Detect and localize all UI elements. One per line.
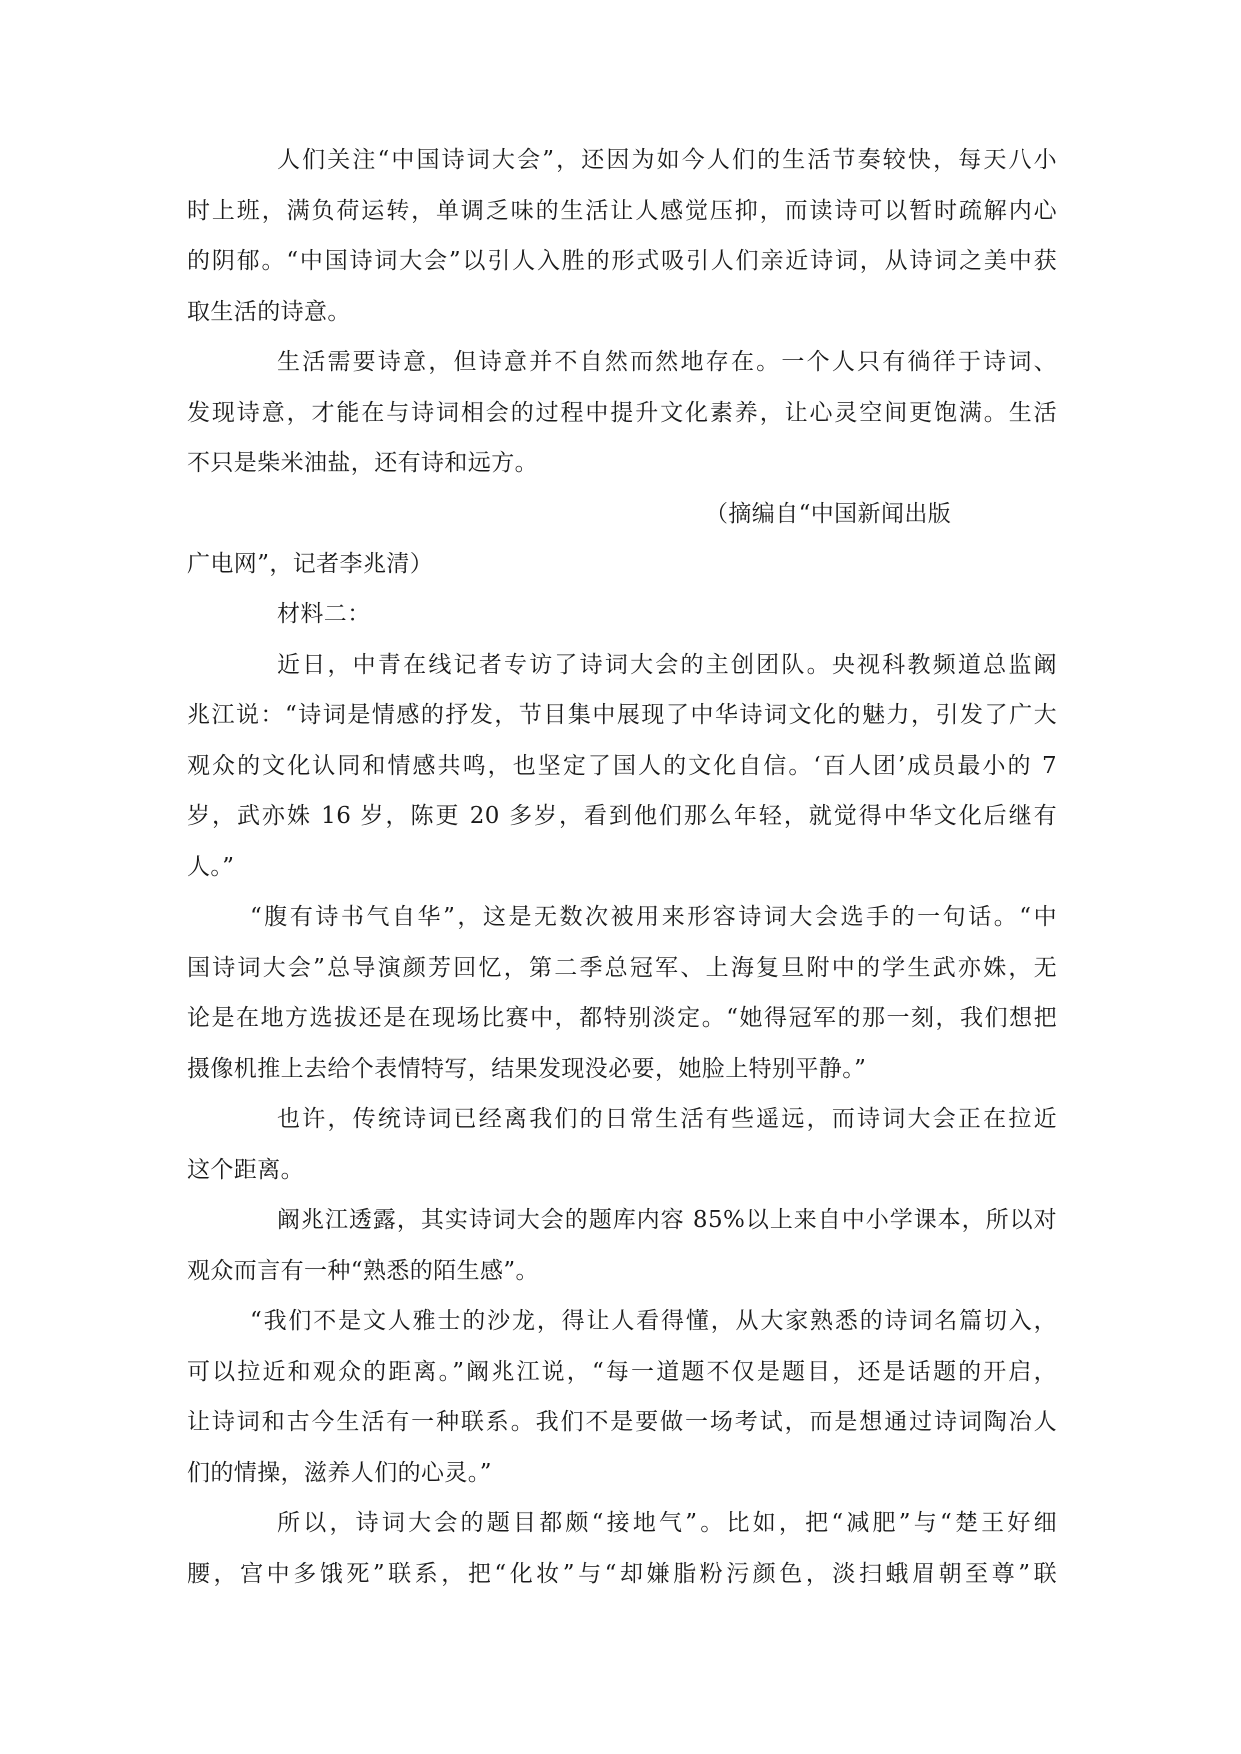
paragraph-line: 腰，宫中多饿死”联系，把“化妆”与“却嫌脂粉污颜色，淡扫蛾眉朝至尊”联 <box>187 1561 1057 1587</box>
paragraph-line: 人们关注“中国诗词大会”，还因为如今人们的生活节奏较快，每天八小 <box>277 147 1057 173</box>
paragraph-line: 的阴郁。“中国诗词大会”以引人入胜的形式吸引人们亲近诗词，从诗词之美中获 <box>187 248 1057 274</box>
paragraph-line: 们的情操，滋养人们的心灵。” <box>187 1460 492 1486</box>
paragraph-line: 摄像机推上去给个表情特写，结果发现没必要，她脸上特别平静。” <box>187 1056 867 1082</box>
paragraph-line: 近日，中青在线记者专访了诗词大会的主创团队。央视科教频道总监阚 <box>277 652 1057 678</box>
source-citation: 广电网”，记者李兆清） <box>187 551 434 577</box>
paragraph-line: 可以拉近和观众的距离。”阚兆江说，“每一道题不仅是题目，还是话题的开启， <box>187 1359 1057 1385</box>
paragraph-line: “腹有诗书气自华”，这是无数次被用来形容诗词大会选手的一句话。“中 <box>250 904 1057 930</box>
paragraph-line: 不只是柴米油盐，还有诗和远方。 <box>187 450 538 476</box>
paragraph-line: 国诗词大会”总导演颜芳回忆，第二季总冠军、上海复旦附中的学生武亦姝，无 <box>187 955 1057 981</box>
paragraph-line: 人。” <box>187 854 235 880</box>
paragraph-line: 取生活的诗意。 <box>187 299 351 325</box>
paragraph-line: 时上班，满负荷运转，单调乏味的生活让人感觉压抑，而读诗可以暂时疏解内心 <box>187 198 1057 224</box>
section-heading: 材料二： <box>277 601 371 627</box>
source-citation: （摘编自“中国新闻出版 <box>705 501 952 527</box>
paragraph-line: 所以，诗词大会的题目都颇“接地气”。比如，把“减肥”与“楚王好细 <box>277 1510 1057 1536</box>
paragraph-line: 岁，武亦姝 16 岁，陈更 20 多岁，看到他们那么年轻，就觉得中华文化后继有 <box>187 803 1057 829</box>
paragraph-line: 生活需要诗意，但诗意并不自然而然地存在。一个人只有徜徉于诗词、 <box>277 349 1057 375</box>
paragraph-line: 兆江说：“诗词是情感的抒发，节目集中展现了中华诗词文化的魅力，引发了广大 <box>187 702 1057 728</box>
paragraph-line: 这个距离。 <box>187 1157 304 1183</box>
paragraph-line: 阚兆江透露，其实诗词大会的题库内容 85%以上来自中小学课本，所以对 <box>277 1207 1057 1233</box>
paragraph-line: 观众而言有一种“熟悉的陌生感”。 <box>187 1258 539 1284</box>
paragraph-line: 也许，传统诗词已经离我们的日常生活有些遥远，而诗词大会正在拉近 <box>277 1106 1057 1132</box>
paragraph-line: 发现诗意，才能在与诗词相会的过程中提升文化素养，让心灵空间更饱满。生活 <box>187 400 1057 426</box>
paragraph-line: “我们不是文人雅士的沙龙，得让人看得懂，从大家熟悉的诗词名篇切入， <box>250 1308 1057 1334</box>
paragraph-line: 观众的文化认同和情感共鸣，也坚定了国人的文化自信。‘百人团’成员最小的 7 <box>187 753 1057 779</box>
paragraph-line: 论是在地方选拔还是在现场比赛中，都特别淡定。“她得冠军的那一刻，我们想把 <box>187 1005 1057 1031</box>
paragraph-line: 让诗词和古今生活有一种联系。我们不是要做一场考试，而是想通过诗词陶冶人 <box>187 1409 1057 1435</box>
